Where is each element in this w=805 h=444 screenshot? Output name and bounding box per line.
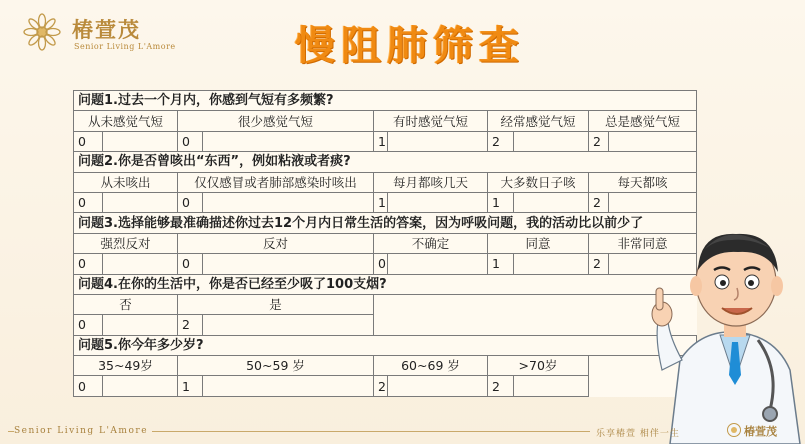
option-label: 同意 [488, 233, 589, 253]
answer-cell[interactable] [103, 192, 178, 212]
answer-cell[interactable] [203, 315, 374, 335]
answer-cell[interactable] [103, 131, 178, 151]
option-label: 有时感觉气短 [374, 111, 488, 131]
answer-cell[interactable] [203, 131, 374, 151]
option-label: 否 [74, 294, 178, 314]
score-cell: 1 [488, 254, 514, 274]
score-cell: 2 [589, 192, 609, 212]
answer-cell[interactable] [514, 192, 589, 212]
score-cell: 1 [488, 192, 514, 212]
question-label: 问题3.选择能够最准确描述你过去12个月内日常生活的答案，因为呼吸问题，我的活动比以前少了 [74, 213, 697, 233]
answer-cell[interactable] [103, 376, 178, 396]
option-label: 50~59 岁 [178, 356, 374, 376]
answer-cell[interactable] [103, 315, 178, 335]
option-label: 60~69 岁 [374, 356, 488, 376]
option-label: 反对 [178, 233, 374, 253]
option-label: >70岁 [488, 356, 589, 376]
option-label: 每天都咳 [589, 172, 697, 192]
screening-table [73, 90, 697, 397]
score-cell: 0 [74, 254, 103, 274]
score-cell: 0 [74, 131, 103, 151]
score-cell: 0 [374, 254, 388, 274]
page-title: 慢阻肺筛查 [295, 22, 525, 69]
score-cell: 2 [488, 131, 514, 151]
doctor-illustration [640, 210, 805, 444]
score-cell: 2 [589, 254, 609, 274]
option-label: 很少感觉气短 [178, 111, 374, 131]
score-cell: 0 [74, 192, 103, 212]
answer-cell[interactable] [103, 254, 178, 274]
answer-cell[interactable] [388, 254, 488, 274]
option-label: 不确定 [374, 233, 488, 253]
option-label: 是 [178, 294, 374, 314]
option-label: 总是感觉气短 [589, 111, 697, 131]
answer-cell[interactable] [388, 131, 488, 151]
footer-logo [726, 420, 798, 440]
option-label: 每月都咳几天 [374, 172, 488, 192]
option-label: 35~49岁 [74, 356, 178, 376]
score-cell: 0 [74, 376, 103, 396]
answer-cell[interactable] [203, 376, 374, 396]
answer-cell[interactable] [609, 131, 697, 151]
question-label: 问题1.过去一个月内，你感到气短有多频繁? [74, 91, 697, 111]
answer-cell[interactable] [203, 254, 374, 274]
question-label: 问题5.你今年多少岁? [74, 335, 697, 355]
question-label: 问题4.在你的生活中，你是否已经至少吸了100支烟? [74, 274, 697, 294]
score-cell: 1 [374, 192, 388, 212]
option-label: 从未咳出 [74, 172, 178, 192]
footer-slogan: 乐享椿萱 相伴一生 [596, 429, 680, 439]
option-label: 经常感觉气短 [488, 111, 589, 131]
option-label: 仅仅感冒或者肺部感染时咳出 [178, 172, 374, 192]
score-cell: 0 [74, 315, 103, 335]
option-label: 大多数日子咳 [488, 172, 589, 192]
brand-logo [22, 12, 182, 56]
answer-cell[interactable] [388, 192, 488, 212]
answer-cell[interactable] [514, 376, 589, 396]
answer-cell[interactable] [514, 254, 589, 274]
answer-cell[interactable] [514, 131, 589, 151]
score-cell: 1 [178, 376, 203, 396]
flower-logo-icon [726, 422, 742, 438]
answer-cell[interactable] [388, 376, 488, 396]
option-label: 从未感觉气短 [74, 111, 178, 131]
footer-brand-en: Senior Living L'Amore [14, 426, 149, 436]
footer-divider [152, 431, 590, 432]
flower-logo-icon [22, 12, 62, 52]
score-cell: 2 [374, 376, 388, 396]
brand-name-cn: 椿萱茂 [72, 17, 141, 42]
score-cell: 2 [589, 131, 609, 151]
option-label: 非常同意 [589, 233, 697, 253]
score-cell: 1 [374, 131, 388, 151]
answer-cell[interactable] [203, 192, 374, 212]
score-cell: 0 [178, 254, 203, 274]
score-cell: 2 [178, 315, 203, 335]
footer-brand-cn: 椿萱茂 [744, 425, 777, 438]
score-cell: 2 [488, 376, 514, 396]
question-label: 问题2.你是否曾咳出“东西”，例如粘液或者痰? [74, 152, 697, 172]
option-label: 强烈反对 [74, 233, 178, 253]
score-cell: 0 [178, 192, 203, 212]
brand-name-en: Senior Living L'Amore [74, 42, 176, 51]
score-cell: 0 [178, 131, 203, 151]
